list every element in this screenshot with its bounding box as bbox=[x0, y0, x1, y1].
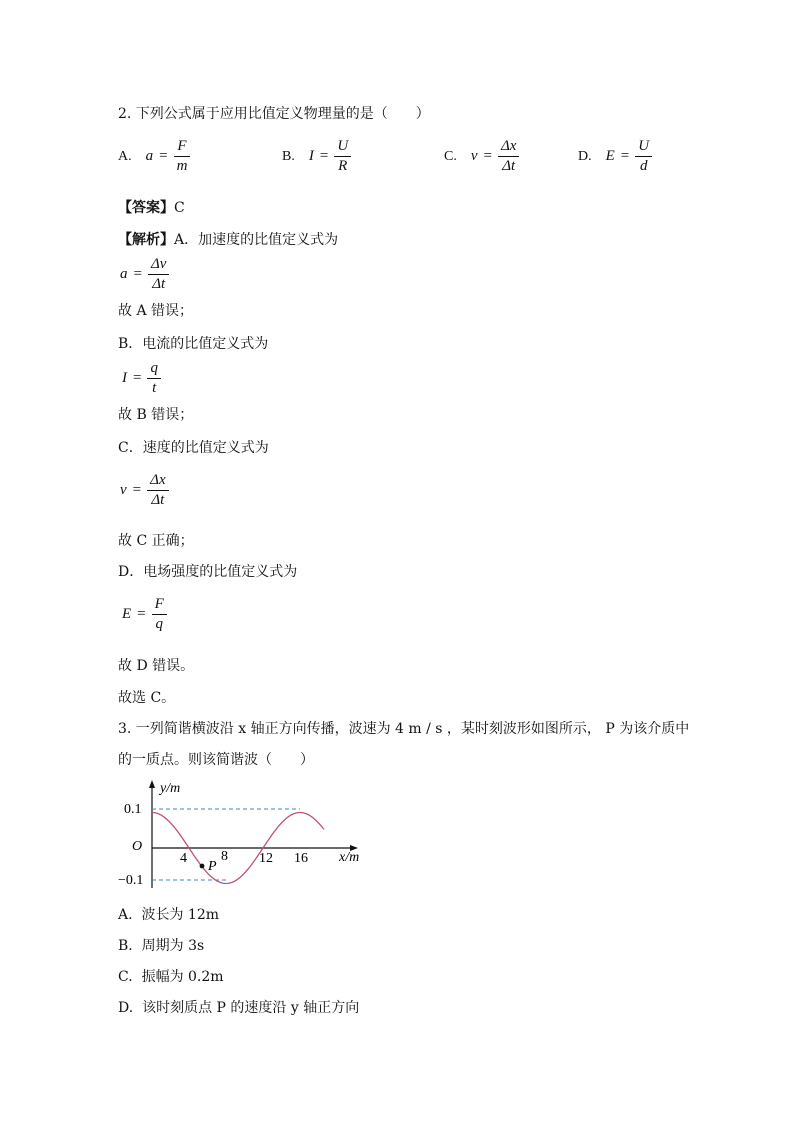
result-a: 故 A 错误； bbox=[118, 303, 194, 319]
formula-fraction: $\frac{F}{q}$ bbox=[152, 596, 167, 633]
q3-option-d bbox=[118, 997, 359, 1017]
formula-fraction: $\frac{\Delta x}{\Delta t}$ bbox=[498, 138, 519, 175]
x-tick-label-4: 4 bbox=[180, 851, 187, 866]
formula-fraction: $\frac{\Delta v}{\Delta t}$ bbox=[148, 256, 169, 293]
conclusion: 故选 C。 bbox=[118, 690, 176, 706]
q2-option-b: B. I = $\frac{U}{R}$ bbox=[282, 138, 351, 175]
result-b: 故 B 错误； bbox=[118, 407, 194, 423]
formula-d: E = $\frac{F}{q}$ bbox=[122, 596, 167, 633]
option-label: A. bbox=[118, 907, 133, 923]
analysis-c: C．速度的比值定义式为 bbox=[118, 440, 269, 456]
answer-tag: 【答案】 bbox=[118, 200, 174, 216]
analysis-a: 【解析】A．加速度的比值定义式为 bbox=[118, 232, 339, 248]
formula-fraction: $\frac{\Delta x}{\Delta t}$ bbox=[147, 472, 168, 509]
option-label: D. bbox=[118, 1000, 134, 1016]
option-text: 周期为 3s bbox=[141, 938, 205, 954]
q3-stem-line1: 3. 一列简谐横波沿 x 轴正方向传播，波速为 4 m / s ，某时刻波形如图所示， P 为该介质中 bbox=[118, 721, 690, 737]
x-axis-label: x/m bbox=[339, 850, 360, 865]
q3-option-a bbox=[118, 904, 219, 924]
q2-option-a: A. a = $\frac{F}{m}$ bbox=[118, 138, 190, 175]
option-label: C. bbox=[118, 969, 133, 985]
q3-option-b bbox=[118, 935, 204, 955]
option-label: D. bbox=[578, 148, 592, 164]
option-text: 该时刻质点 P 的速度沿 y 轴正方向 bbox=[142, 1000, 360, 1016]
q3-stem-line2: 的一质点。则该简谐波（ ） bbox=[118, 752, 314, 768]
q2-option-c: C. v = $\frac{\Delta x}{\Delta t}$ bbox=[444, 138, 519, 175]
result-d: 故 D 错误。 bbox=[118, 658, 195, 674]
formula-fraction: $\frac{q}{t}$ bbox=[147, 360, 161, 397]
analysis-tag: 【解析】 bbox=[118, 232, 174, 248]
formula-fraction: $\frac{U}{d}$ bbox=[635, 138, 652, 175]
y-axis-label: y/m bbox=[160, 781, 181, 796]
option-label: B. bbox=[282, 148, 295, 164]
y-axis-arrow-icon bbox=[149, 780, 155, 788]
option-label: A. bbox=[118, 148, 132, 164]
formula-c: v = $\frac{\Delta x}{\Delta t}$ bbox=[120, 472, 169, 509]
x-tick-label-8: 8 bbox=[221, 849, 228, 864]
formula-fraction: $\frac{F}{m}$ bbox=[174, 138, 191, 175]
option-text: 振幅为 0.2m bbox=[141, 969, 224, 985]
y-bottom-label: −0.1 bbox=[118, 873, 144, 888]
formula-fraction: $\frac{U}{R}$ bbox=[334, 138, 351, 175]
q3-option-c bbox=[118, 966, 224, 986]
y-top-label: 0.1 bbox=[124, 802, 142, 817]
point-p bbox=[200, 864, 205, 869]
origin-label: O bbox=[132, 839, 143, 854]
answer-line bbox=[118, 197, 185, 217]
x-tick-label-12: 12 bbox=[259, 851, 273, 866]
q2-stem: 2. 下列公式属于应用比值定义物理量的是（ ） bbox=[118, 106, 430, 122]
option-label: B. bbox=[118, 938, 133, 954]
formula-lhs: v bbox=[470, 148, 478, 164]
q2-option-d: D. E = $\frac{U}{d}$ bbox=[578, 138, 652, 175]
x-tick-label-16: 16 bbox=[294, 851, 308, 866]
analysis-d: D．电场强度的比值定义式为 bbox=[118, 564, 298, 580]
option-label: C. bbox=[444, 148, 457, 164]
formula-lhs: a bbox=[145, 148, 154, 164]
option-text: 波长为 12m bbox=[141, 907, 220, 923]
formula-b: I = $\frac{q}{t}$ bbox=[122, 360, 161, 397]
answer-value: C bbox=[174, 200, 185, 216]
point-p-label: P bbox=[208, 859, 217, 874]
analysis-b: B．电流的比值定义式为 bbox=[118, 336, 269, 352]
wave-graph bbox=[118, 778, 368, 890]
formula-a: a = $\frac{\Delta v}{\Delta t}$ bbox=[120, 256, 169, 293]
result-c: 故 C 正确； bbox=[118, 533, 194, 549]
formula-lhs: E bbox=[605, 148, 615, 164]
formula-lhs: I bbox=[308, 148, 314, 164]
